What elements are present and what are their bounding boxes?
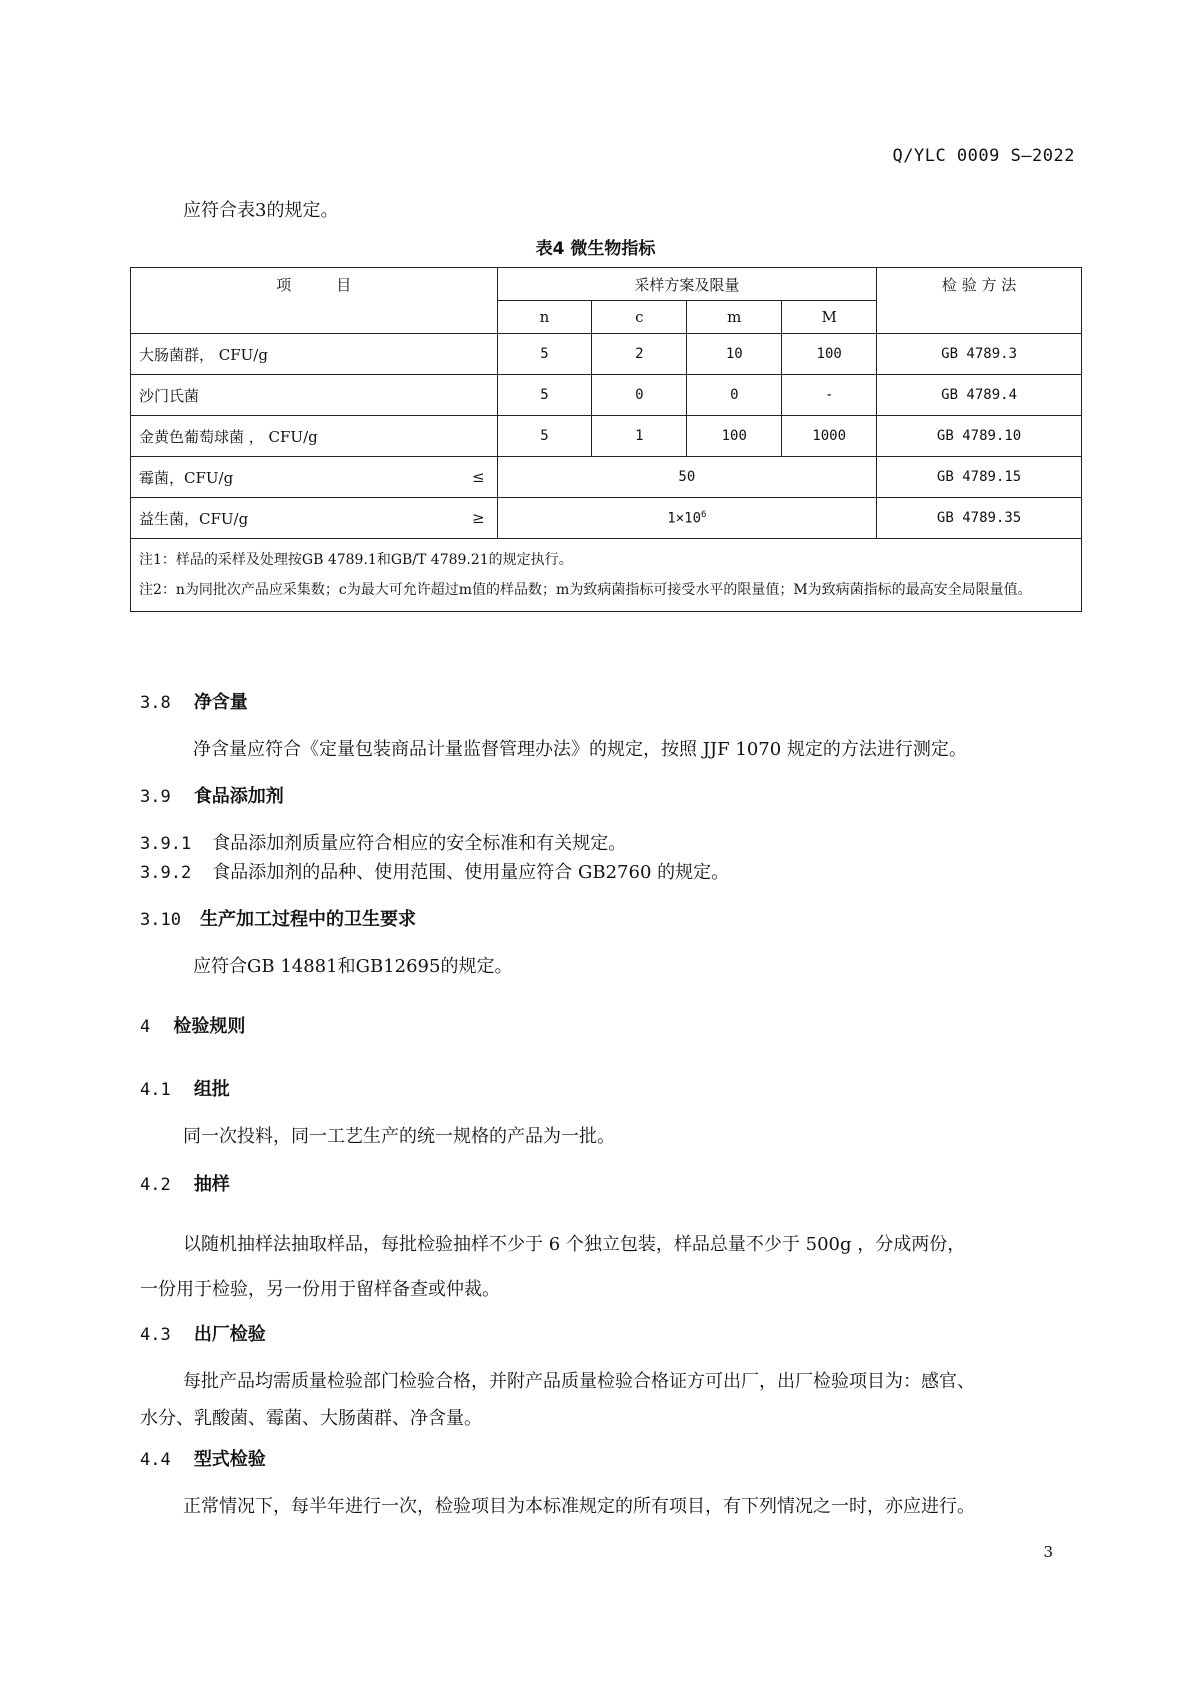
row-n: 5 [497, 334, 592, 375]
section-number: 4.1 [140, 1080, 171, 1100]
row-M: 100 [782, 334, 877, 375]
section-number: 3.8 [140, 693, 171, 713]
table-notes [131, 539, 1082, 612]
row-method: GB 4789.10 [877, 416, 1082, 457]
row-item: 金黄色葡萄球菌 ， CFU/g [131, 416, 498, 457]
mold-method: GB 4789.15 [877, 457, 1082, 498]
probiotic-value-exp: 6 [701, 509, 707, 520]
section-number: 3.9.2 [140, 863, 192, 883]
page-number: 3 [1043, 1543, 1053, 1561]
section-4-2-text-line2: 一份用于检验，另一份用于留样备查或仲裁。 [140, 1279, 500, 1300]
note-2: 注2：n为同批次产品应采集数；c为最大可允许超过m值的样品数；m为致病菌指标可接受水平的限量值；M为致病菌指标的最高安全局限量值。 [139, 582, 1032, 598]
subheader-M: M [782, 301, 877, 334]
section-4-4-heading [140, 1445, 266, 1471]
section-title: 食品添加剂 [193, 786, 284, 807]
row-m: 10 [687, 334, 782, 375]
row-n: 5 [497, 375, 592, 416]
row-m: 0 [687, 375, 782, 416]
table-row-probiotic [131, 498, 1082, 539]
section-4-2-heading [140, 1170, 230, 1196]
section-title: 出厂检验 [193, 1324, 266, 1345]
header-item: 项 目 [131, 268, 498, 334]
section-3-8-heading [140, 688, 248, 714]
probiotic-method: GB 4789.35 [877, 498, 1082, 539]
table-notes-row [131, 539, 1082, 612]
section-number: 3.9 [140, 787, 171, 807]
row-n: 5 [497, 416, 592, 457]
section-number: 4 [140, 1017, 151, 1037]
probiotic-value [497, 498, 877, 539]
mold-value: 50 [497, 457, 877, 498]
section-3-10-text: 应符合GB 14881和GB12695的规定。 [193, 956, 513, 977]
subheader-n: n [497, 301, 592, 334]
row-M: 1000 [782, 416, 877, 457]
row-method: GB 4789.3 [877, 334, 1082, 375]
section-4-2-text-line1: 以随机抽样法抽取样品，每批检验抽样不少于 6 个独立包装，样品总量不少于 500g ，分成两份， [183, 1234, 966, 1255]
note-1: 注1：样品的采样及处理按GB 4789.1和GB/T 4789.21的规定执行。 [139, 552, 573, 568]
section-4-3-heading [140, 1320, 266, 1346]
mold-item-cell [131, 457, 498, 498]
probiotic-value-base: 1×10 [667, 510, 701, 527]
section-title: 净含量 [193, 692, 248, 713]
section-4-1-heading [140, 1075, 230, 1101]
section-number: 3.9.1 [140, 834, 192, 854]
section-4-heading [140, 1012, 245, 1038]
table-row [131, 334, 1082, 375]
section-title: 型式检验 [193, 1449, 266, 1470]
intro-line: 应符合表3的规定。 [183, 200, 339, 221]
section-title: 检验规则 [173, 1016, 246, 1037]
row-item: 沙门氏菌 [131, 375, 498, 416]
row-item: 大肠菌群， CFU/g [131, 334, 498, 375]
section-title: 抽样 [193, 1174, 230, 1195]
section-text: 食品添加剂的品种、使用范围、使用量应符合 GB2760 的规定。 [212, 862, 730, 883]
mold-item: 霉菌，CFU/g [139, 468, 234, 487]
section-number: 4.2 [140, 1175, 171, 1195]
table-row [131, 416, 1082, 457]
section-number: 4.3 [140, 1325, 171, 1345]
mold-ineq: ≤ [471, 468, 485, 486]
section-number: 3.10 [140, 910, 181, 930]
section-3-9-2 [140, 858, 729, 884]
section-number: 4.4 [140, 1450, 171, 1470]
header-sampling: 采样方案及限量 [497, 268, 877, 301]
section-4-3-text-line2: 水分、乳酸菌、霉菌、大肠菌群、净含量。 [140, 1408, 482, 1429]
row-c: 0 [592, 375, 687, 416]
subheader-c: c [592, 301, 687, 334]
section-3-9-heading [140, 782, 284, 808]
section-3-10-heading [140, 905, 416, 931]
table-caption: 表4 微生物指标 [535, 239, 656, 259]
subheader-m: m [687, 301, 782, 334]
probiotic-item-cell [131, 498, 498, 539]
section-title: 组批 [193, 1079, 230, 1100]
probiotic-item: 益生菌，CFU/g [139, 509, 249, 528]
row-c: 2 [592, 334, 687, 375]
section-3-9-1 [140, 829, 626, 855]
row-c: 1 [592, 416, 687, 457]
row-method: GB 4789.4 [877, 375, 1082, 416]
section-text: 食品添加剂质量应符合相应的安全标准和有关规定。 [212, 833, 627, 854]
table-row-mold [131, 457, 1082, 498]
section-3-8-text: 净含量应符合《定量包装商品计量监督管理办法》的规定，按照 JJF 1070 规定的方法进行测定。 [193, 739, 967, 760]
table-row [131, 375, 1082, 416]
microbial-indicator-table [130, 267, 1082, 612]
header-method: 检 验 方 法 [877, 268, 1082, 334]
section-title: 生产加工过程中的卫生要求 [200, 909, 417, 930]
probiotic-ineq: ≥ [471, 509, 485, 527]
section-4-1-text: 同一次投料，同一工艺生产的统一规格的产品为一批。 [183, 1126, 615, 1147]
section-4-4-text: 正常情况下，每半年进行一次，检验项目为本标准规定的所有项目，有下列情况之一时，亦应进行。 [183, 1496, 975, 1517]
row-m: 100 [687, 416, 782, 457]
section-4-3-text-line1: 每批产品均需质量检验部门检验合格，并附产品质量检验合格证方可出厂，出厂检验项目为：感官、 [183, 1371, 975, 1392]
document-code: Q/YLC 0009 S—2022 [892, 146, 1075, 166]
row-M: - [782, 375, 877, 416]
